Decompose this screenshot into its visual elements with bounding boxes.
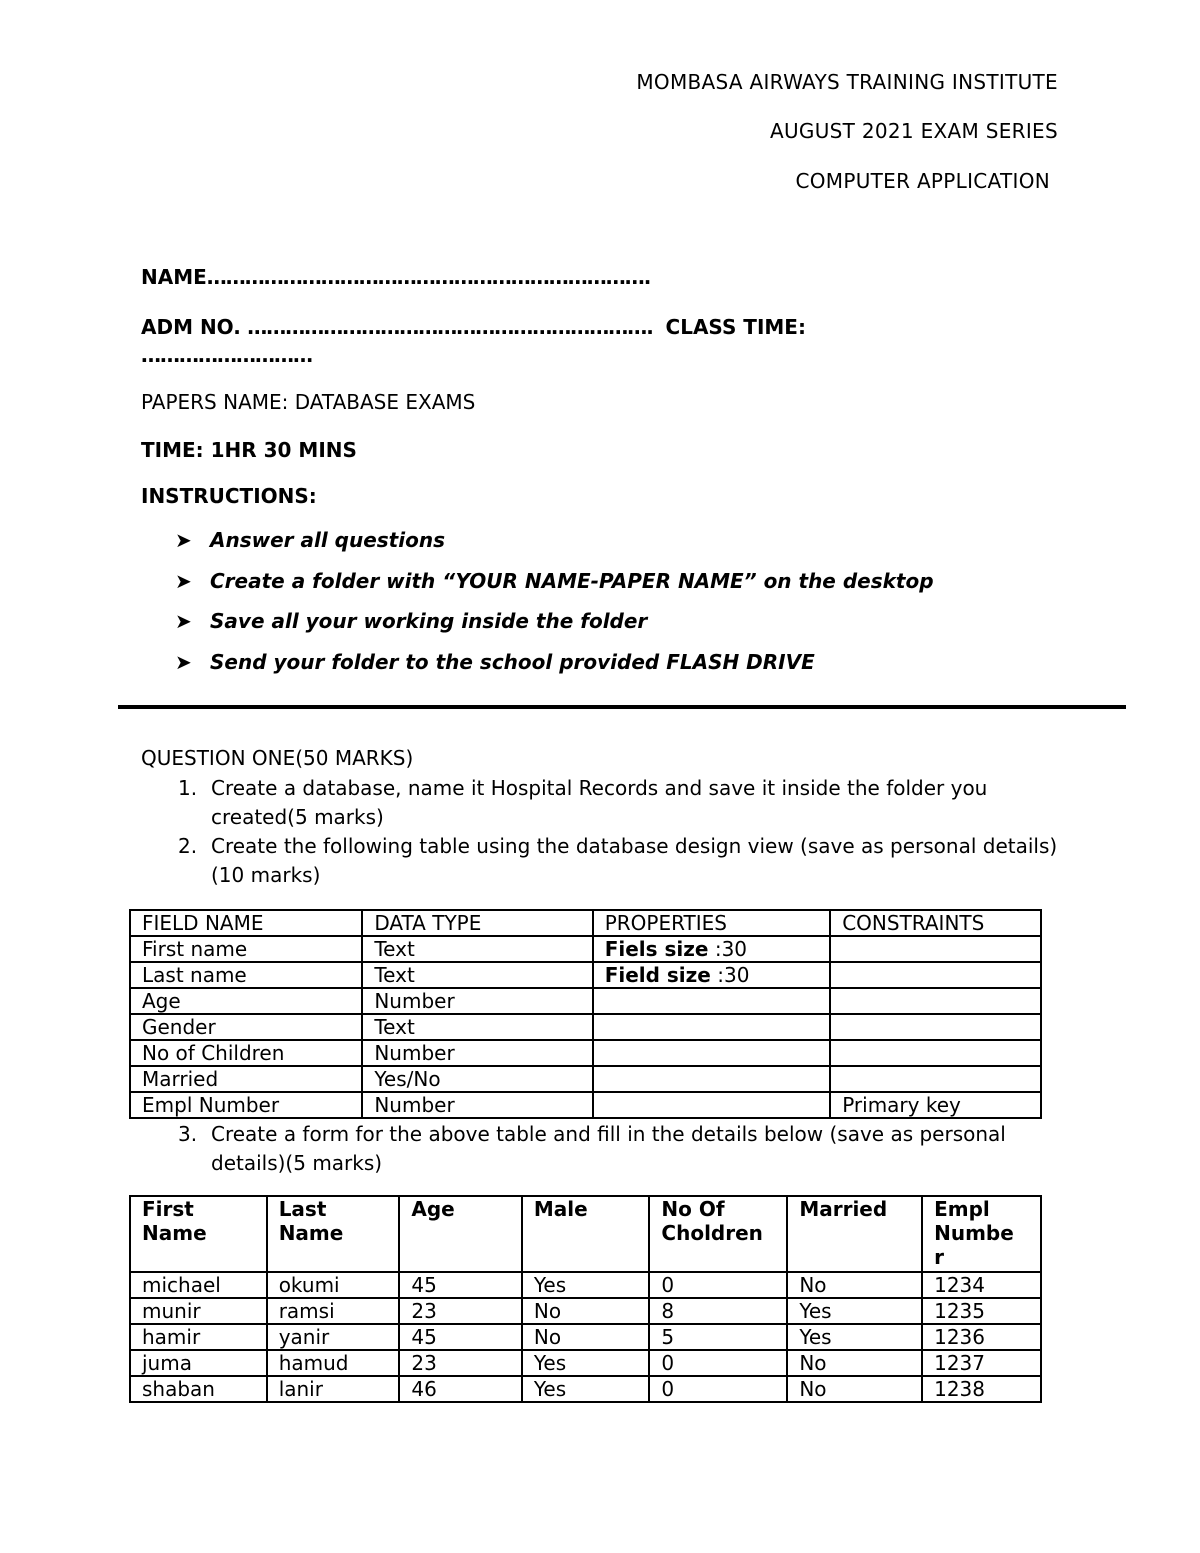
table-cell: 23 [399, 1298, 522, 1324]
divider-rule [118, 705, 1126, 709]
table-cell: Yes [787, 1298, 922, 1324]
table-cell: 23 [399, 1350, 522, 1376]
adm-label: ADM NO. [141, 315, 241, 339]
table-cell: Number [362, 1040, 592, 1066]
table-cell: 45 [399, 1272, 522, 1298]
table-cell [593, 988, 831, 1014]
table-cell: Yes [522, 1272, 650, 1298]
table-cell: Field size :30 [593, 962, 831, 988]
table-cell: Number [362, 1092, 592, 1118]
table-row [130, 988, 1041, 1014]
instructions-list [175, 528, 934, 690]
table-cell: hamud [267, 1350, 400, 1376]
table-cell: 46 [399, 1376, 522, 1402]
table-cell: juma [130, 1350, 267, 1376]
table-cell: No [787, 1272, 922, 1298]
table-cell: First name [130, 936, 362, 962]
instruction-item: ➤ Create a folder with “YOUR NAME-PAPER NAME” on the desktop [175, 568, 934, 593]
table-cell: Married [130, 1066, 362, 1092]
table-cell: 1238 [922, 1376, 1041, 1402]
table-cell: yanir [267, 1324, 400, 1350]
exam-series: AUGUST 2021 EXAM SERIES [770, 119, 1058, 143]
table-row [130, 962, 1041, 988]
arrow-bullet-icon: ➤ [175, 568, 192, 593]
name-dots: ……………………………………………………………. [206, 265, 651, 289]
column-header: FIELD NAME [130, 910, 362, 936]
instructions-label: INSTRUCTIONS: [141, 484, 317, 508]
table-row [130, 1066, 1041, 1092]
table-cell [593, 1066, 831, 1092]
table-cell: 1235 [922, 1298, 1041, 1324]
table-header-row [130, 1196, 1041, 1272]
adm-field [141, 315, 806, 339]
name-field [141, 265, 650, 289]
table-cell [830, 988, 1041, 1014]
exam-time: TIME: 1HR 30 MINS [141, 438, 357, 462]
table-cell: munir [130, 1298, 267, 1324]
question-item-2: 2. Create the following table using the database design view (save as personal details) (10 marks) [178, 834, 1058, 887]
table-cell [593, 1040, 831, 1066]
table-cell [830, 1066, 1041, 1092]
column-header: DATA TYPE [362, 910, 592, 936]
table-row [130, 936, 1041, 962]
instruction-item: ➤ Answer all questions [175, 528, 445, 552]
table-cell: 8 [649, 1298, 787, 1324]
column-header: Empl Numbe r [922, 1196, 1041, 1272]
table-row [130, 1040, 1041, 1066]
table-header-row [130, 910, 1041, 936]
class-time-field [141, 343, 312, 367]
table-cell: No [787, 1376, 922, 1402]
table-cell: No [522, 1298, 650, 1324]
table-cell: No [522, 1324, 650, 1350]
table-row [130, 1324, 1041, 1350]
table-cell: Gender [130, 1014, 362, 1040]
question-item-1: 1. Create a database, name it Hospital Records and save it inside the folder you created(5 marks) [178, 776, 988, 829]
table-cell: Number [362, 988, 592, 1014]
table-cell: 1236 [922, 1324, 1041, 1350]
table-cell: ramsi [267, 1298, 400, 1324]
table-cell [593, 1014, 831, 1040]
table-cell: Yes/No [362, 1066, 592, 1092]
arrow-bullet-icon: ➤ [175, 649, 192, 674]
subject-title: COMPUTER APPLICATION [795, 169, 1050, 193]
class-time-label: CLASS TIME: [665, 315, 806, 339]
design-table [129, 909, 1042, 1119]
table-row [130, 1298, 1041, 1324]
table-cell: Yes [522, 1350, 650, 1376]
table-cell: Text [362, 1014, 592, 1040]
table-row [130, 1376, 1041, 1402]
table-cell: Yes [787, 1324, 922, 1350]
table-row [130, 1350, 1041, 1376]
table-cell [830, 1014, 1041, 1040]
column-header: Age [399, 1196, 522, 1272]
question-title: QUESTION ONE(50 MARKS) [141, 746, 414, 770]
column-header: Last Name [267, 1196, 400, 1272]
instruction-item: ➤ Save all your working inside the folder [175, 609, 648, 633]
table-cell: No [787, 1350, 922, 1376]
table-cell: 1234 [922, 1272, 1041, 1298]
records-table [129, 1195, 1042, 1403]
table-cell: Text [362, 962, 592, 988]
table-cell: Text [362, 936, 592, 962]
table-cell [830, 962, 1041, 988]
table-cell: 1237 [922, 1350, 1041, 1376]
table-cell: Last name [130, 962, 362, 988]
adm-dots: ………………………………………………………. [247, 315, 653, 339]
column-header: CONSTRAINTS [830, 910, 1041, 936]
name-label: NAME [141, 265, 207, 289]
class-time-dots: ……………………… [141, 343, 312, 367]
table-row [130, 1272, 1041, 1298]
table-cell: Fiels size :30 [593, 936, 831, 962]
column-header: First Name [130, 1196, 267, 1272]
institute-title: MOMBASA AIRWAYS TRAINING INSTITUTE [636, 70, 1058, 94]
instruction-item: ➤ Send your folder to the school provided FLASH DRIVE [175, 649, 815, 674]
table-row [130, 1092, 1041, 1118]
question-item-3: 3. Create a form for the above table and fill in the details below (save as personal details)(5 marks) [178, 1122, 1006, 1175]
column-header: Married [787, 1196, 922, 1272]
table-cell: shaban [130, 1376, 267, 1402]
table-cell: okumi [267, 1272, 400, 1298]
table-cell: No of Children [130, 1040, 362, 1066]
column-header: Male [522, 1196, 650, 1272]
table-cell: Age [130, 988, 362, 1014]
table-cell: Primary key [830, 1092, 1041, 1118]
table-cell [830, 936, 1041, 962]
table-cell: 0 [649, 1376, 787, 1402]
column-header: PROPERTIES [593, 910, 831, 936]
table-cell: Empl Number [130, 1092, 362, 1118]
table-cell [593, 1092, 831, 1118]
table-cell: 45 [399, 1324, 522, 1350]
table-row [130, 1014, 1041, 1040]
arrow-bullet-icon: ➤ [175, 609, 192, 633]
table-cell: lanir [267, 1376, 400, 1402]
table-cell [830, 1040, 1041, 1066]
table-cell: michael [130, 1272, 267, 1298]
table-cell: hamir [130, 1324, 267, 1350]
table-cell: 0 [649, 1272, 787, 1298]
table-cell: 0 [649, 1350, 787, 1376]
table-cell: Yes [522, 1376, 650, 1402]
paper-name: PAPERS NAME: DATABASE EXAMS [141, 390, 476, 414]
arrow-bullet-icon: ➤ [175, 528, 192, 552]
table-cell: 5 [649, 1324, 787, 1350]
column-header: No Of Choldren [649, 1196, 787, 1272]
